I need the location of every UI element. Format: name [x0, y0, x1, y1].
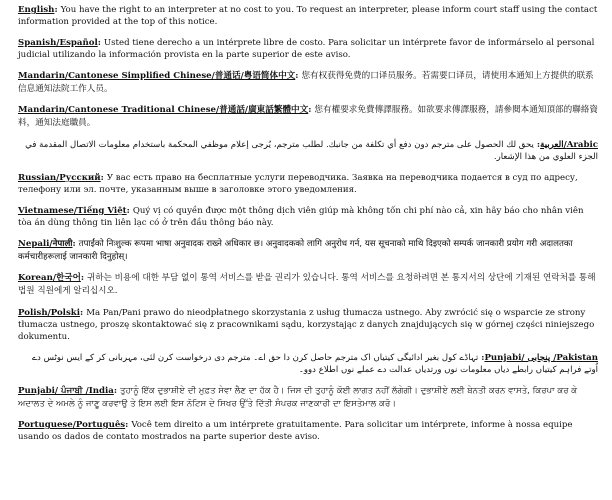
language-label: Spanish/Español: [18, 37, 98, 48]
notice-entry-portuguese: Portuguese/Português: Você tem direito a um intérprete gratuitamente. Para solicitar um intérprete, informe à nossa equipe usando os dados de contato mostrados na parte superior deste aviso.: [18, 420, 573, 443]
language-label: Korean/한국어: [18, 273, 81, 284]
notice-text: 您有權要求免費傳譯服務。如欲要求傳譯服務，請參閱本通知頂部的聯絡資料，通知法庭職員。: [18, 105, 599, 129]
language-label: Arabic/العربية: [540, 139, 598, 150]
notice-entry-traditional-chinese: Mandarin/Cantonese Traditional Chinese/普通話/廣東話繁體中文: 您有權要求免費傳譯服務。如欲要求傳譯服務，請參閱本通知頂部的聯絡資料，通知法庭職員。: [18, 105, 599, 129]
notice-entry-russian: Russian/Русский: У вас есть право на бесплатные услуги переводчика. Заявка на переводчика подается в суд по адресу, телефону или эл. почте, указанным выше в заголовке этого уведомления.: [18, 172, 578, 195]
notice-text: You have the right to an interpreter at no cost to you. To request an interpreter, please inform court staff using the contact information provided at the top of this notice.: [18, 5, 598, 28]
notice-entry-korean: Korean/한국어: 귀하는 비용에 대한 부담 없이 통역 서비스를 받을 권리가 있습니다. 통역 서비스를 요청하려면 본 통지서의 상단에 기재된 연락처를 통해 법원 직원에게 알리십시오.: [18, 273, 596, 297]
notice-text: Ma Pan/Pani prawo do nieodpłatnego skorzystania z usług tłumacza ustnego. Aby zwrócić się o wsparcie ze strony tłumacza ustnego, proszę skontaktować się z pracownikami sądu, korzystając z danych znajdujących się w górnej części niniejszego dokumentu.: [18, 307, 595, 342]
notice-text: Usted tiene derecho a un intérprete libre de costo. Para solicitar un intérprete favor de informárselo al personal judicial utilizando la información provista en la parte superior de este aviso.: [18, 37, 595, 61]
language-label: Portuguese/Português: [18, 420, 126, 431]
notice-entry-english: English: You have the right to an interpreter at no cost to you. To request an interpreter, please inform court staff using the contact information provided at the top of this notice.: [18, 5, 598, 28]
notice-entry-spanish: Spanish/Español: Usted tiene derecho a un intérprete libre de costo. Para solicitar un intérprete favor de informárselo al personal judicial utilizando la información provista en la parte superior de este aviso.: [18, 37, 595, 61]
notice-text: Você tem direito a um intérprete gratuitamente. Para solicitar um intérprete, informe à nossa equipe usando os dados de contato mostrados na parte superior deste aviso.: [18, 420, 573, 443]
language-label: Russian/Русский: [18, 172, 101, 183]
notice-text: तपाईंको निःशुल्क रूपमा भाषा अनुवादक राख्ने अधिकार छ। अनुवादकको लागि अनुरोध गर्न, यस सूचनाको माथि दिइएको सम्पर्क जानकारी प्रयोग गरी अदालतका कर्मचारीहरूलाई जानकारी दिनुहोस्।: [18, 238, 573, 262]
language-label: Nepali/नेपाली: [18, 238, 73, 249]
notice-text: У вас есть право на бесплатные услуги переводчика. Заявка на переводчика подается в суд по адресу, телефону или эл. почте, указанным выше в заголовке этого уведомления.: [18, 172, 578, 195]
notice-entry-simplified-chinese: Mandarin/Cantonese Simplified Chinese/普通话/粤语简体中文: 您有权获得免费的口译员服务。若需要口译员，请使用本通知上方提供的联系信息通知法院工作人员。: [18, 70, 594, 94]
language-label: Mandarin/Cantonese Traditional Chinese/普通話/廣東話繁體中文: [18, 105, 309, 116]
notice-text: 您有权获得免费的口译员服务。若需要口译员，请使用本通知上方提供的联系信息通知法院工作人员。: [18, 70, 594, 94]
notice-entry-vietnamese: Vietnamese/Tiếng Việt: Quý vị có quyền được một thông dịch viên giúp mà không tốn chi phí nào cả, xin hãy báo cho nhân viên tòa án dùng thông tin liên lạc có ở trên đầu thông báo này.: [18, 205, 584, 228]
notice-entry-punjabi-pakistan: Pakistan/ پنجابی /Punjabi: تہاڈے کول بغیر ادائیگی کیتیاں اک مترجم حاصل کرن دا حق اے۔ مترجم دی درخواست کرن لئی، مہربانی کر کے ایس نوٹس دے اُوتے فراہم کیتیاں رابطے دیاں معلومات نوں ورتدیاں عدالت دے عملے نوں اطلاع دوو۔: [31, 352, 598, 375]
notice-entry-punjabi-india: Punjabi/ ਪੰਜਾਬੀ /India: ਤੁਹਾਨੂੰ ਇੱਕ ਦੁਭਾਸ਼ੀਏ ਦੀ ਮੁਫ਼ਤ ਸੇਵਾ ਲੈਣ ਦਾ ਹੱਕ ਹੈ। ਜਿਸ ਦੀ ਤੁਹਾਨੂੰ ਕੋਈ ਲਾਗਤ ਨਹੀਂ ਲੱਗੇਗੀ। ਦੁਭਾਸ਼ੀਏ ਲਈ ਬੇਨਤੀ ਕਰਨ ਵਾਸਤੇ, ਕਿਰਪਾ ਕਰ ਕੇ ਅਦਾਲਤ ਦੇ ਅਮਲੇ ਨੂੰ ਜਾਣੂ ਕਰਵਾਉ ਤੇ ਇਸ ਲਈ ਇਸ ਨੋਟਿਸ ਦੇ ਸਿਖਰ ਉੱਤੇ ਦਿੱਤੀ ਸੰਪਰਕ ਜਾਣਕਾਰੀ ਦਾ ਇਸਤੇਮਾਲ ਕਰੋ।: [18, 385, 578, 409]
notice-entry-polish: Polish/Polski: Ma Pan/Pani prawo do nieodpłatnego skorzystania z usług tłumacza ustnego. Aby zwrócić się o wsparcie ze strony tłumacza ustnego, proszę skontaktować się z pracownikami sądu, korzystając z danych znajdujących się w górnej części niniejszego dokumentu.: [18, 307, 595, 342]
language-label: Mandarin/Cantonese Simplified Chinese/普通话/粤语简体中文: [18, 70, 296, 81]
notice-text: Quý vị có quyền được một thông dịch viên giúp mà không tốn chi phí nào cả, xin hãy báo cho nhân viên tòa án dùng thông tin liên lạc có ở trên đầu thông báo này.: [18, 205, 584, 228]
notice-entry-nepali: Nepali/नेपाली: तपाईंको निःशुल्क रूपमा भाषा अनुवादक राख्ने अधिकार छ। अनुवादकको लागि अनुरोध गर्न, यस सूचनाको माथि दिइएको सम्पर्क जानकारी प्रयोग गरी अदालतका कर्मचारीहरूलाई जानकारी दिनुहोस्।: [18, 238, 573, 262]
language-label: Vietnamese/Tiếng Việt: [18, 205, 127, 216]
language-label: Polish/Polski: [18, 307, 81, 318]
language-label: Punjabi/ ਪੰਜਾਬੀ /India: [18, 385, 114, 396]
notice-text: تہاڈے کول بغیر ادائیگی کیتیاں اک مترجم حاصل کرن دا حق اے۔ مترجم دی درخواست کرن لئی، مہربانی کر کے ایس نوٹس دے اُوتے فراہم کیتیاں رابطے دیاں معلومات نوں ورتدیاں عدالت دے عملے نوں اطلاع دوو۔: [31, 352, 598, 375]
notice-text: يحق لك الحصول على مترجم دون دفع أي تكلفة من جانبك. لطلب مترجم، يُرجى إعلام موظفي المحكمة باستخدام معلومات الاتصال المقدمة في الجزء العلوي من هذا الإشعار.: [25, 139, 598, 163]
notice-text: 귀하는 비용에 대한 부담 없이 통역 서비스를 받을 권리가 있습니다. 통역 서비스를 요청하려면 본 통지서의 상단에 기재된 연락처를 통해 법원 직원에게 알리십시오.: [18, 273, 596, 297]
notice-entry-arabic: Arabic/العربية: يحق لك الحصول على مترجم دون دفع أي تكلفة من جانبك. لطلب مترجم، يُرجى إعلام موظفي المحكمة باستخدام معلومات الاتصال المقدمة في الجزء العلوي من هذا الإشعار.: [25, 139, 598, 163]
language-label: English: [18, 5, 55, 15]
notice-text: ਤੁਹਾਨੂੰ ਇੱਕ ਦੁਭਾਸ਼ੀਏ ਦੀ ਮੁਫ਼ਤ ਸੇਵਾ ਲੈਣ ਦਾ ਹੱਕ ਹੈ। ਜਿਸ ਦੀ ਤੁਹਾਨੂੰ ਕੋਈ ਲਾਗਤ ਨਹੀਂ ਲੱਗੇਗੀ। ਦੁਭਾਸ਼ੀਏ ਲਈ ਬੇਨਤੀ ਕਰਨ ਵਾਸਤੇ, ਕਿਰਪਾ ਕਰ ਕੇ ਅਦਾਲਤ ਦੇ ਅਮਲੇ ਨੂੰ ਜਾਣੂ ਕਰਵਾਉ ਤੇ ਇਸ ਲਈ ਇਸ ਨੋਟਿਸ ਦੇ ਸਿਖਰ ਉੱਤੇ ਦਿੱਤੀ ਸੰਪਰਕ ਜਾਣਕਾਰੀ ਦਾ ਇਸਤੇਮਾਲ ਕਰੋ।: [18, 385, 578, 409]
language-label: Pakistan/ پنجابی /Punjabi: [484, 352, 598, 363]
